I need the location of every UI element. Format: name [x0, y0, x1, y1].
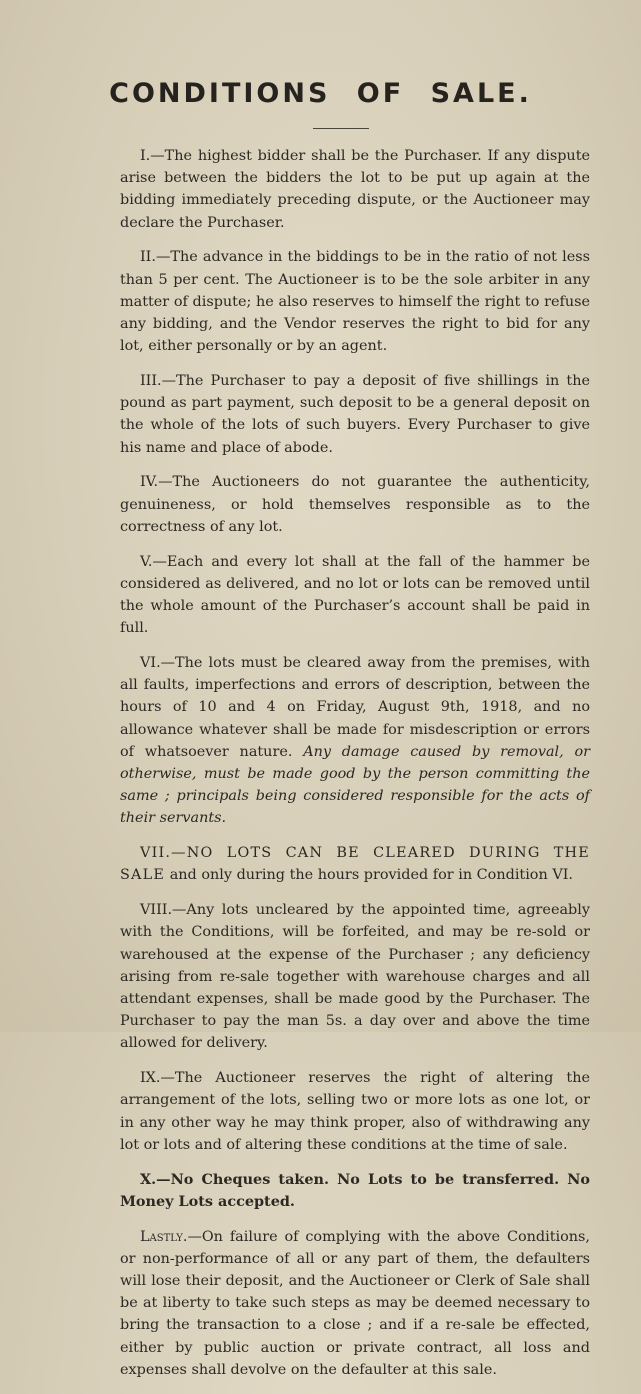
- condition-6: [120, 652, 590, 830]
- condition-1: [120, 145, 590, 234]
- condition-text: On failure of complying with the above Conditions, or non-performance of all or any part of them, the defaulters will lose their deposit, and the Auctioneer or Clerk of Sale shall be at liberty to take such steps as may be deemed necessary to bring the transaction to a close ; and if a re-sale be effected, either by public auction or private contract, all loss and expenses shall devolve on the defaulter at this sale.: [120, 1228, 590, 1378]
- title-rule: [313, 128, 369, 129]
- condition-number: Lastly.—: [140, 1228, 202, 1245]
- page-title: CONDITIONS OF SALE.: [109, 78, 532, 109]
- condition-number: I.—: [140, 148, 165, 164]
- condition-bold-text: No Cheques taken. No Lots to be transferred. No Money Lots accepted.: [120, 1170, 590, 1210]
- condition-text: The advance in the biddings to be in the ratio of not less than 5 per cent. The Auctioneer is to be the sole arbiter in any matter of dispute; he also reserves to himself the right to refuse any bidding, and the Vendor reserves the right to bid for any lot, either personally or by an agent.: [120, 249, 590, 355]
- condition-number: VIII.—: [140, 902, 187, 919]
- condition-text: The Purchaser to pay a deposit of five shillings in the pound as part payment, such deposit to be a general deposit on the whole of the lots of such buyers. Every Purchaser to give his name and place of abode.: [120, 373, 590, 456]
- condition-number: V.—: [140, 553, 167, 570]
- condition-3: [120, 370, 590, 459]
- condition-9: [120, 1067, 590, 1156]
- condition-number: III.—: [140, 373, 177, 390]
- condition-10: [120, 1169, 590, 1213]
- condition-caps-text: NO LOTS CAN BE CLEARED DURING THE SALE: [120, 845, 590, 884]
- condition-number: VII.—: [140, 845, 187, 862]
- condition-text: The Auctioneers do not guarantee the authenticity, genuineness, or hold themselves responsible as to the correctness of any lot.: [120, 474, 590, 535]
- conditions-list: [120, 145, 590, 1394]
- condition-8: [120, 899, 590, 1054]
- condition-text: Each and every lot shall at the fall of the hammer be considered as delivered, and no lot or lots can be removed until the whole amount of the Purchaser’s account shall be paid in full.: [120, 553, 590, 637]
- condition-number: VI.—: [140, 655, 176, 672]
- condition-number: IV.—: [140, 474, 173, 491]
- condition-5: [120, 551, 590, 640]
- condition-text: The lots must be cleared away from the premises, with all faults, imperfections and errors of description, between the hours of 10 and 4 on Friday, August 9th, 1918, and no allowance whatever shall be made for misdescription or errors of whatsoever nature.: [120, 655, 590, 760]
- condition-italic-text: Any damage caused by removal, or otherwise, must be made good by the person committing the same ; principals being considered responsible for the acts of their servants.: [120, 743, 591, 827]
- condition-text: and only during the hours provided for in Condition VI.: [169, 867, 573, 884]
- condition-number: IX.—: [140, 1070, 175, 1087]
- condition-number: II.—: [140, 249, 171, 266]
- condition-number: X.—: [140, 1170, 171, 1188]
- condition-4: [120, 471, 590, 538]
- condition-text: The highest bidder shall be the Purchaser. If any dispute arise between the bidders the lot to be put up again at the bidding immediately preceding dispute, or the Auctioneer may declare the Purchaser.: [120, 148, 590, 231]
- condition-7: [120, 842, 590, 886]
- condition-2: [120, 246, 590, 357]
- condition-lastly: [120, 1226, 590, 1381]
- condition-text: Any lots uncleared by the appointed time, agreeably with the Conditions, will be forfeited, and may be re-sold or warehoused at the expense of the Purchaser ; any deficiency arising from re-sale together with warehouse charges and all attendant expenses, shall be made good by the Purchaser. The Purchaser to pay the man 5s. a day over and above the time allowed for delivery.: [120, 902, 590, 1052]
- condition-text: The Auctioneer reserves the right of altering the arrangement of the lots, selling two or more lots as one lot, or in any other way he may think proper, also of withdrawing any lot or lots and of altering these conditions at the time of sale.: [120, 1070, 590, 1153]
